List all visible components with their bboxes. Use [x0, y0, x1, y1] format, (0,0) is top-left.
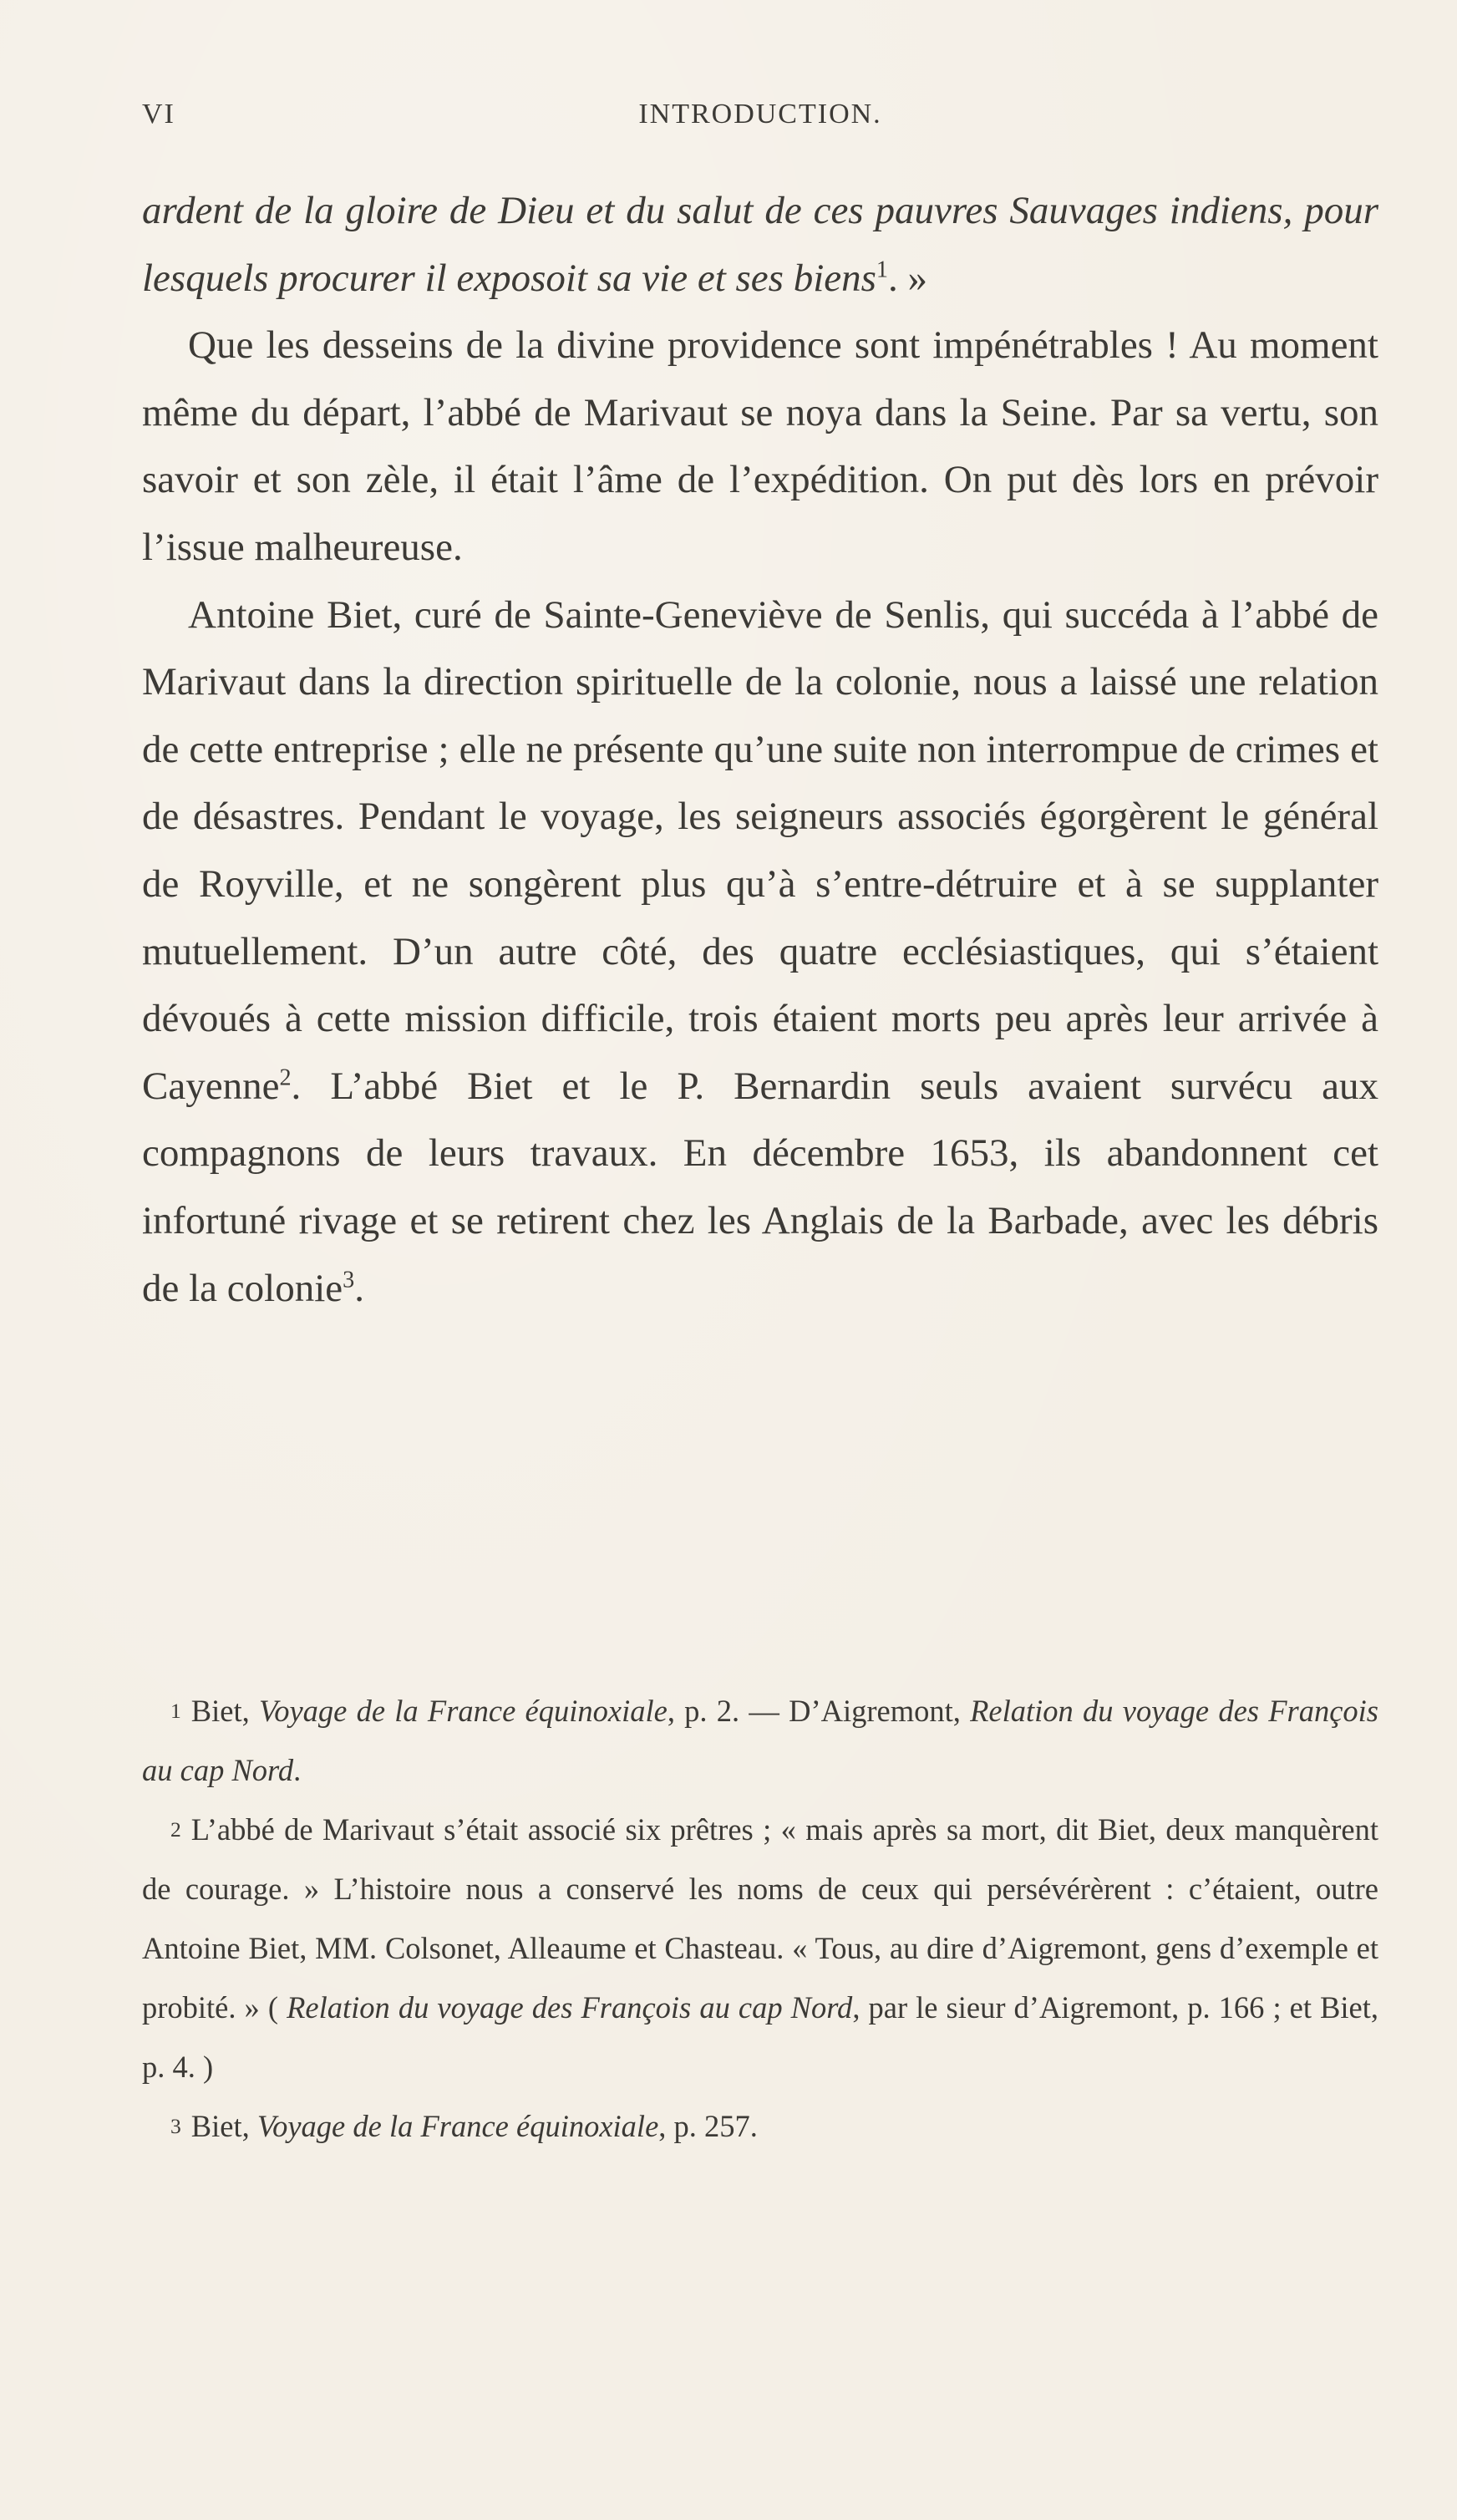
footnote-text: L’abbé de Marivaut s’était associé six prêtres ; « mais après sa mort, dit Biet, deux manquèrent de courage. » L’histoire nous a conservé les noms de ceux qui persévérèrent : c’étaient, outre Antoine Biet, MM. Colsonet, Alleaume et Chasteau. « Tous, au dire d’Aigremont, gens d’exemple et probité. » ( — [142, 1812, 1378, 2025]
footnote-title: Relation du voyage des François au cap Nord — [142, 1694, 1379, 1787]
page-header — [142, 99, 1378, 140]
paragraph-text: Antoine Biet, curé de Sainte-Geneviève de Senlis, qui succéda à l’abbé de Marivaut dans la direction spirituelle de la colonie, nous a laissé une relation de cette entreprise ; elle ne présente qu’une suite non interrompue de crimes et de désastres. Pendant le voyage, les seigneurs associés égorgèrent le général de Royville, et ne songèrent plus qu’à s’entre-détruire et à se supplanter mutuellement. D’un autre côté, des quatre ecclésiastiques, qui s’étaient dévoués à cette mission difficile, trois étaient morts peu après leur arrivée à Cayenne — [142, 592, 1378, 1108]
footnote-2 — [142, 1800, 1378, 2096]
footnote-author: Biet, — [190, 1694, 250, 1728]
footnote-ref-3[interactable]: 3 — [343, 1266, 355, 1293]
paragraph-text: . L’abbé Biet et le P. Bernardin seuls avaient survécu aux compagnons de leurs travaux. En décembre 1653, ils abandonnent cet infortuné rivage et se retirent chez les Anglais de la Barbade, avec les débris de la colonie — [142, 1064, 1378, 1310]
footnote-text: , p. 257. — [658, 2109, 758, 2143]
paragraph — [142, 582, 1378, 1323]
footnote-ref-1[interactable]: 1 — [876, 256, 889, 282]
footnote-3 — [142, 2096, 1378, 2156]
quote-continuation — [142, 177, 1378, 312]
main-text — [142, 177, 1378, 1322]
footnote-text: , par le sieur d’Aigremont, p. 166 ; et Biet, p. 4. ) — [142, 1990, 1379, 2084]
footnote-ref-2[interactable]: 2 — [279, 1064, 292, 1091]
footnote-title: Relation du voyage des François au cap Nord — [287, 1990, 853, 2025]
quote-text: ardent de la gloire de Dieu et du salut de ces pauvres Sauvages indiens, pour lesquels procurer il exposoit sa vie et ses biens — [142, 189, 1378, 300]
footnotes — [142, 1681, 1378, 2156]
footnote-text: . — [293, 1753, 302, 1787]
footnote-1 — [142, 1681, 1378, 1800]
footnote-author: Biet, — [190, 2109, 250, 2143]
footnote-mark: 2 — [170, 1817, 181, 1842]
paragraph: Que les desseins de la divine providence sont impénétrables ! Au moment même du départ, l’abbé de Marivaut se noya dans la Seine. Par sa vertu, son savoir et son zèle, il était l’âme de l’expédition. On put dès lors en prévoir l’issue malheureuse. — [142, 323, 1378, 569]
footnote-title: Voyage de la France équinoxiale — [258, 1694, 668, 1728]
page-number: VI — [142, 99, 175, 130]
running-title: INTRODUCTION. — [638, 99, 882, 130]
footnote-mark: 3 — [170, 2114, 181, 2138]
footnote-title: Voyage de la France équinoxiale — [256, 2109, 659, 2143]
footnote-text: , p. 2. — D’Aigremont, — [667, 1694, 961, 1728]
quote-closing: . » — [888, 256, 928, 300]
footnote-mark: 1 — [170, 1699, 181, 1723]
paragraph-text: . — [354, 1266, 364, 1310]
